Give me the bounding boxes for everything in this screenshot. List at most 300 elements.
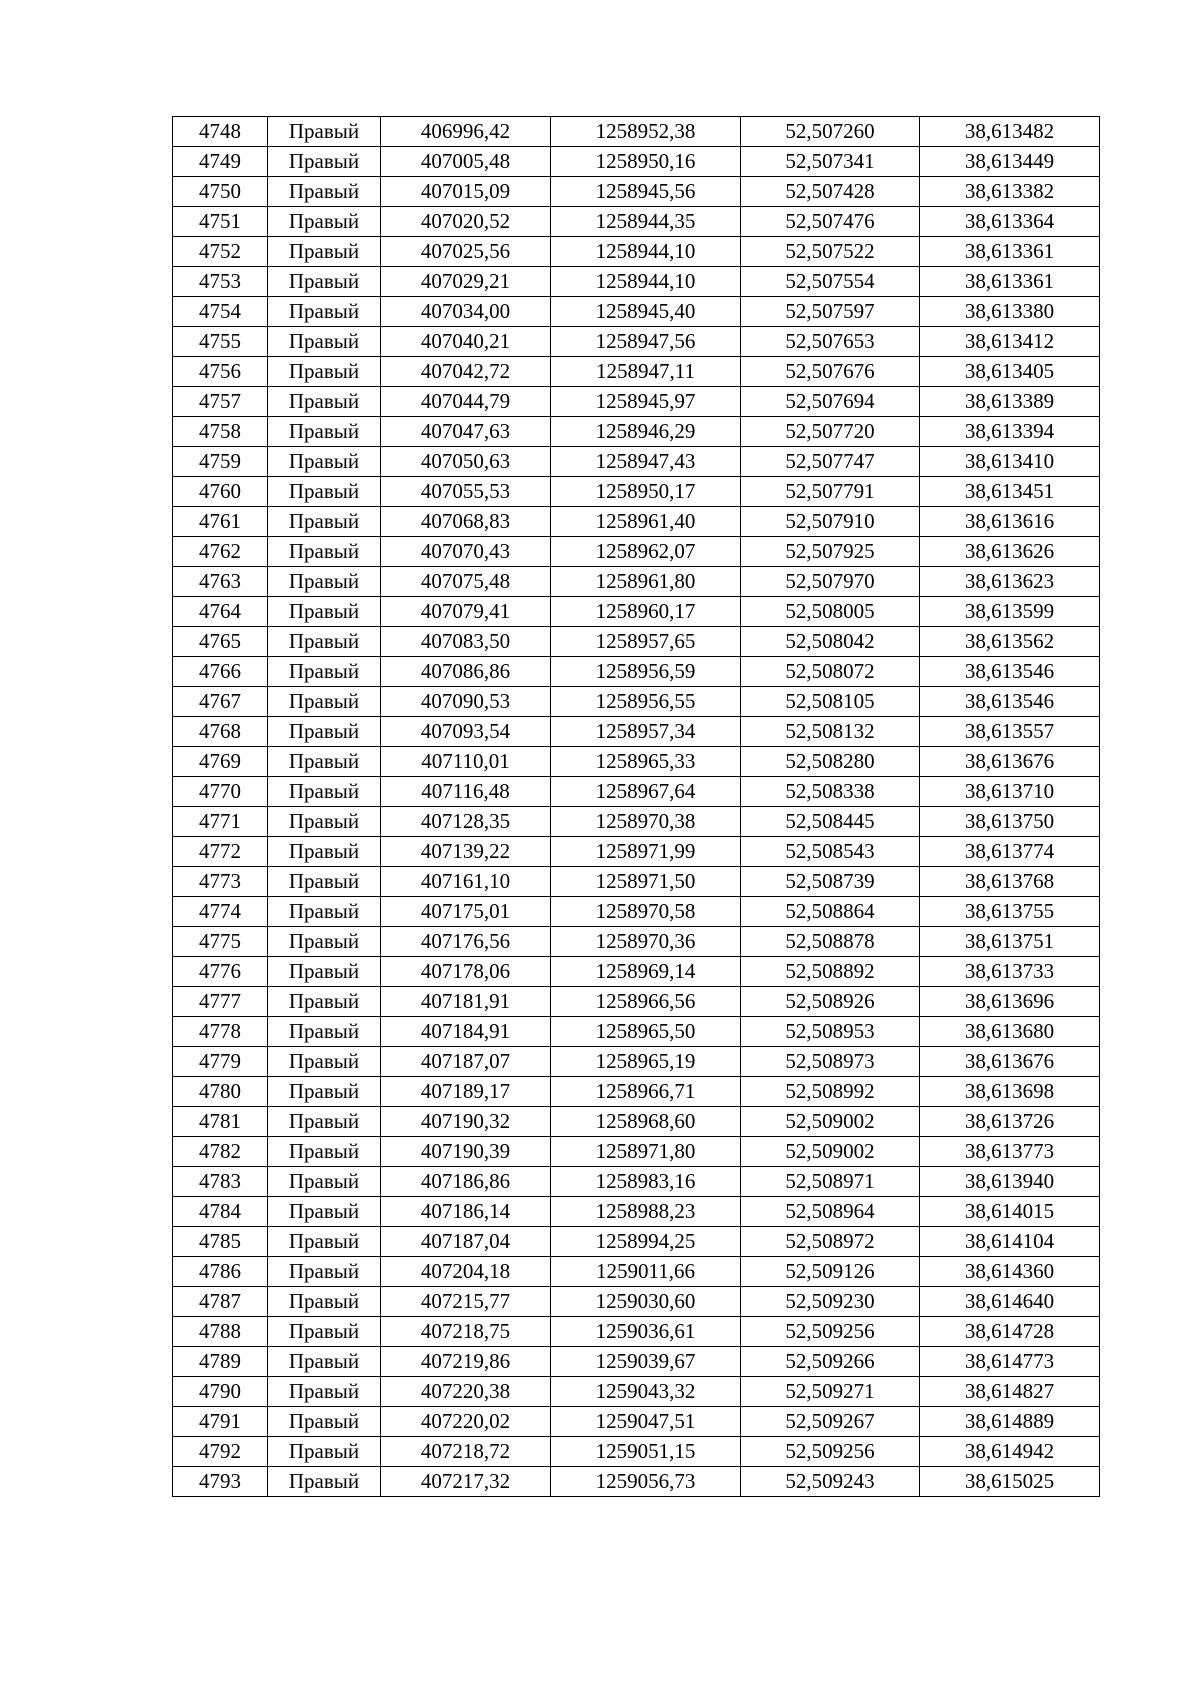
point-number-cell: 4777 — [173, 987, 268, 1017]
point-number-cell: 4751 — [173, 207, 268, 237]
longitude-cell: 38,613751 — [920, 927, 1100, 957]
longitude-cell: 38,613750 — [920, 807, 1100, 837]
side-cell: Правый — [268, 507, 381, 537]
coord-x-cell: 407086,86 — [381, 657, 551, 687]
side-cell: Правый — [268, 1377, 381, 1407]
latitude-cell: 52,508072 — [741, 657, 920, 687]
latitude-cell: 52,508992 — [741, 1077, 920, 1107]
table-row — [173, 1227, 1100, 1257]
longitude-cell: 38,614640 — [920, 1287, 1100, 1317]
latitude-cell: 52,508971 — [741, 1167, 920, 1197]
side-cell: Правый — [268, 267, 381, 297]
coord-y-cell: 1258947,43 — [551, 447, 741, 477]
coord-y-cell: 1258945,97 — [551, 387, 741, 417]
coord-x-cell: 407178,06 — [381, 957, 551, 987]
coord-y-cell: 1258983,16 — [551, 1167, 741, 1197]
table-row — [173, 1467, 1100, 1497]
coord-x-cell: 407079,41 — [381, 597, 551, 627]
point-number-cell: 4766 — [173, 657, 268, 687]
table-row — [173, 1287, 1100, 1317]
longitude-cell: 38,613482 — [920, 117, 1100, 147]
coord-y-cell: 1258957,65 — [551, 627, 741, 657]
coord-x-cell: 407083,50 — [381, 627, 551, 657]
coord-x-cell: 407020,52 — [381, 207, 551, 237]
coord-x-cell: 407034,00 — [381, 297, 551, 327]
coord-y-cell: 1258960,17 — [551, 597, 741, 627]
longitude-cell: 38,613733 — [920, 957, 1100, 987]
point-number-cell: 4784 — [173, 1197, 268, 1227]
table-row — [173, 477, 1100, 507]
latitude-cell: 52,509002 — [741, 1107, 920, 1137]
side-cell: Правый — [268, 927, 381, 957]
coord-y-cell: 1259047,51 — [551, 1407, 741, 1437]
table-row — [173, 567, 1100, 597]
coord-y-cell: 1258969,14 — [551, 957, 741, 987]
coord-y-cell: 1259056,73 — [551, 1467, 741, 1497]
latitude-cell: 52,507694 — [741, 387, 920, 417]
coord-x-cell: 407181,91 — [381, 987, 551, 1017]
point-number-cell: 4754 — [173, 297, 268, 327]
coord-x-cell: 407215,77 — [381, 1287, 551, 1317]
longitude-cell: 38,613557 — [920, 717, 1100, 747]
longitude-cell: 38,614942 — [920, 1437, 1100, 1467]
longitude-cell: 38,615025 — [920, 1467, 1100, 1497]
longitude-cell: 38,613726 — [920, 1107, 1100, 1137]
longitude-cell: 38,613546 — [920, 657, 1100, 687]
coord-x-cell: 407040,21 — [381, 327, 551, 357]
coord-x-cell: 407218,72 — [381, 1437, 551, 1467]
side-cell: Правый — [268, 1047, 381, 1077]
coord-x-cell: 407075,48 — [381, 567, 551, 597]
point-number-cell: 4752 — [173, 237, 268, 267]
coord-x-cell: 407005,48 — [381, 147, 551, 177]
coord-x-cell: 407189,17 — [381, 1077, 551, 1107]
table-row — [173, 1407, 1100, 1437]
latitude-cell: 52,509256 — [741, 1317, 920, 1347]
table-row — [173, 1257, 1100, 1287]
point-number-cell: 4761 — [173, 507, 268, 537]
point-number-cell: 4764 — [173, 597, 268, 627]
latitude-cell: 52,509267 — [741, 1407, 920, 1437]
point-number-cell: 4779 — [173, 1047, 268, 1077]
coord-x-cell: 407110,01 — [381, 747, 551, 777]
table-row — [173, 1137, 1100, 1167]
coord-y-cell: 1259030,60 — [551, 1287, 741, 1317]
coord-y-cell: 1258956,55 — [551, 687, 741, 717]
side-cell: Правый — [268, 1197, 381, 1227]
coord-x-cell: 407190,32 — [381, 1107, 551, 1137]
coord-x-cell: 407029,21 — [381, 267, 551, 297]
latitude-cell: 52,509230 — [741, 1287, 920, 1317]
longitude-cell: 38,613774 — [920, 837, 1100, 867]
table-row — [173, 597, 1100, 627]
coord-x-cell: 407175,01 — [381, 897, 551, 927]
side-cell: Правый — [268, 957, 381, 987]
side-cell: Правый — [268, 1467, 381, 1497]
side-cell: Правый — [268, 777, 381, 807]
latitude-cell: 52,508445 — [741, 807, 920, 837]
table-row — [173, 537, 1100, 567]
point-number-cell: 4782 — [173, 1137, 268, 1167]
point-number-cell: 4756 — [173, 357, 268, 387]
table-row — [173, 1317, 1100, 1347]
coord-y-cell: 1258961,80 — [551, 567, 741, 597]
side-cell: Правый — [268, 687, 381, 717]
coord-y-cell: 1259036,61 — [551, 1317, 741, 1347]
coord-y-cell: 1258952,38 — [551, 117, 741, 147]
point-number-cell: 4786 — [173, 1257, 268, 1287]
longitude-cell: 38,613676 — [920, 1047, 1100, 1077]
point-number-cell: 4776 — [173, 957, 268, 987]
side-cell: Правый — [268, 447, 381, 477]
table-body — [173, 117, 1100, 1497]
longitude-cell: 38,613562 — [920, 627, 1100, 657]
point-number-cell: 4760 — [173, 477, 268, 507]
latitude-cell: 52,507522 — [741, 237, 920, 267]
point-number-cell: 4785 — [173, 1227, 268, 1257]
longitude-cell: 38,613382 — [920, 177, 1100, 207]
coord-x-cell: 407186,86 — [381, 1167, 551, 1197]
latitude-cell: 52,508926 — [741, 987, 920, 1017]
latitude-cell: 52,508953 — [741, 1017, 920, 1047]
coord-y-cell: 1258962,07 — [551, 537, 741, 567]
longitude-cell: 38,613676 — [920, 747, 1100, 777]
coord-y-cell: 1258968,60 — [551, 1107, 741, 1137]
side-cell: Правый — [268, 417, 381, 447]
table-row — [173, 267, 1100, 297]
latitude-cell: 52,507597 — [741, 297, 920, 327]
point-number-cell: 4789 — [173, 1347, 268, 1377]
longitude-cell: 38,613616 — [920, 507, 1100, 537]
side-cell: Правый — [268, 537, 381, 567]
point-number-cell: 4748 — [173, 117, 268, 147]
table-row — [173, 387, 1100, 417]
point-number-cell: 4768 — [173, 717, 268, 747]
coord-y-cell: 1258944,10 — [551, 267, 741, 297]
coord-x-cell: 407187,07 — [381, 1047, 551, 1077]
side-cell: Правый — [268, 177, 381, 207]
side-cell: Правый — [268, 207, 381, 237]
point-number-cell: 4765 — [173, 627, 268, 657]
latitude-cell: 52,508972 — [741, 1227, 920, 1257]
table-row — [173, 657, 1100, 687]
coord-x-cell: 407116,48 — [381, 777, 551, 807]
latitude-cell: 52,507260 — [741, 117, 920, 147]
table-row — [173, 117, 1100, 147]
point-number-cell: 4793 — [173, 1467, 268, 1497]
coord-y-cell: 1258944,10 — [551, 237, 741, 267]
side-cell: Правый — [268, 597, 381, 627]
point-number-cell: 4767 — [173, 687, 268, 717]
table-row — [173, 747, 1100, 777]
table-row — [173, 1437, 1100, 1467]
side-cell: Правый — [268, 867, 381, 897]
side-cell: Правый — [268, 1317, 381, 1347]
side-cell: Правый — [268, 387, 381, 417]
side-cell: Правый — [268, 1257, 381, 1287]
table-row — [173, 297, 1100, 327]
side-cell: Правый — [268, 1107, 381, 1137]
coord-y-cell: 1258970,58 — [551, 897, 741, 927]
table-row — [173, 1017, 1100, 1047]
side-cell: Правый — [268, 627, 381, 657]
side-cell: Правый — [268, 327, 381, 357]
point-number-cell: 4788 — [173, 1317, 268, 1347]
side-cell: Правый — [268, 1407, 381, 1437]
coord-x-cell: 407070,43 — [381, 537, 551, 567]
coord-x-cell: 407055,53 — [381, 477, 551, 507]
coord-x-cell: 407217,32 — [381, 1467, 551, 1497]
latitude-cell: 52,507925 — [741, 537, 920, 567]
longitude-cell: 38,613696 — [920, 987, 1100, 1017]
side-cell: Правый — [268, 357, 381, 387]
point-number-cell: 4792 — [173, 1437, 268, 1467]
latitude-cell: 52,507791 — [741, 477, 920, 507]
coord-y-cell: 1259011,66 — [551, 1257, 741, 1287]
longitude-cell: 38,613389 — [920, 387, 1100, 417]
table-row — [173, 1167, 1100, 1197]
coord-y-cell: 1258945,40 — [551, 297, 741, 327]
point-number-cell: 4781 — [173, 1107, 268, 1137]
latitude-cell: 52,509126 — [741, 1257, 920, 1287]
coord-y-cell: 1258965,50 — [551, 1017, 741, 1047]
coord-x-cell: 407025,56 — [381, 237, 551, 267]
latitude-cell: 52,507341 — [741, 147, 920, 177]
coord-y-cell: 1258971,99 — [551, 837, 741, 867]
coord-y-cell: 1258988,23 — [551, 1197, 741, 1227]
side-cell: Правый — [268, 1227, 381, 1257]
point-number-cell: 4753 — [173, 267, 268, 297]
longitude-cell: 38,613410 — [920, 447, 1100, 477]
table-row — [173, 627, 1100, 657]
side-cell: Правый — [268, 147, 381, 177]
coord-x-cell: 407050,63 — [381, 447, 551, 477]
longitude-cell: 38,613710 — [920, 777, 1100, 807]
side-cell: Правый — [268, 477, 381, 507]
longitude-cell: 38,614773 — [920, 1347, 1100, 1377]
table-row — [173, 1197, 1100, 1227]
side-cell: Правый — [268, 987, 381, 1017]
side-cell: Правый — [268, 1077, 381, 1107]
coord-x-cell: 407184,91 — [381, 1017, 551, 1047]
longitude-cell: 38,613755 — [920, 897, 1100, 927]
latitude-cell: 52,508964 — [741, 1197, 920, 1227]
point-number-cell: 4759 — [173, 447, 268, 477]
longitude-cell: 38,613623 — [920, 567, 1100, 597]
coord-y-cell: 1258950,16 — [551, 147, 741, 177]
latitude-cell: 52,509271 — [741, 1377, 920, 1407]
latitude-cell: 52,509266 — [741, 1347, 920, 1377]
longitude-cell: 38,613412 — [920, 327, 1100, 357]
latitude-cell: 52,507676 — [741, 357, 920, 387]
longitude-cell: 38,613449 — [920, 147, 1100, 177]
table-row — [173, 957, 1100, 987]
coord-x-cell: 407044,79 — [381, 387, 551, 417]
side-cell: Правый — [268, 237, 381, 267]
coord-y-cell: 1258966,56 — [551, 987, 741, 1017]
longitude-cell: 38,613626 — [920, 537, 1100, 567]
coord-y-cell: 1258946,29 — [551, 417, 741, 447]
latitude-cell: 52,507720 — [741, 417, 920, 447]
longitude-cell: 38,613940 — [920, 1167, 1100, 1197]
side-cell: Правый — [268, 1347, 381, 1377]
point-number-cell: 4771 — [173, 807, 268, 837]
point-number-cell: 4770 — [173, 777, 268, 807]
table-row — [173, 897, 1100, 927]
longitude-cell: 38,614728 — [920, 1317, 1100, 1347]
coord-y-cell: 1258945,56 — [551, 177, 741, 207]
longitude-cell: 38,613773 — [920, 1137, 1100, 1167]
coord-y-cell: 1258970,36 — [551, 927, 741, 957]
longitude-cell: 38,613451 — [920, 477, 1100, 507]
point-number-cell: 4762 — [173, 537, 268, 567]
side-cell: Правый — [268, 897, 381, 927]
longitude-cell: 38,614015 — [920, 1197, 1100, 1227]
longitude-cell: 38,614889 — [920, 1407, 1100, 1437]
coord-x-cell: 407176,56 — [381, 927, 551, 957]
coord-y-cell: 1258965,33 — [551, 747, 741, 777]
latitude-cell: 52,507476 — [741, 207, 920, 237]
coord-x-cell: 407042,72 — [381, 357, 551, 387]
point-number-cell: 4780 — [173, 1077, 268, 1107]
coord-y-cell: 1258947,56 — [551, 327, 741, 357]
side-cell: Правый — [268, 1137, 381, 1167]
coord-y-cell: 1258947,11 — [551, 357, 741, 387]
point-number-cell: 4763 — [173, 567, 268, 597]
longitude-cell: 38,613546 — [920, 687, 1100, 717]
point-number-cell: 4750 — [173, 177, 268, 207]
latitude-cell: 52,508005 — [741, 597, 920, 627]
table-row — [173, 687, 1100, 717]
coord-x-cell: 407161,10 — [381, 867, 551, 897]
point-number-cell: 4775 — [173, 927, 268, 957]
coord-x-cell: 407219,86 — [381, 1347, 551, 1377]
coord-y-cell: 1259043,32 — [551, 1377, 741, 1407]
longitude-cell: 38,613364 — [920, 207, 1100, 237]
longitude-cell: 38,614104 — [920, 1227, 1100, 1257]
coord-y-cell: 1258994,25 — [551, 1227, 741, 1257]
table-row — [173, 147, 1100, 177]
table-row — [173, 177, 1100, 207]
longitude-cell: 38,614827 — [920, 1377, 1100, 1407]
coord-y-cell: 1258961,40 — [551, 507, 741, 537]
latitude-cell: 52,507970 — [741, 567, 920, 597]
point-number-cell: 4755 — [173, 327, 268, 357]
point-number-cell: 4791 — [173, 1407, 268, 1437]
table-row — [173, 357, 1100, 387]
point-number-cell: 4778 — [173, 1017, 268, 1047]
latitude-cell: 52,509243 — [741, 1467, 920, 1497]
side-cell: Правый — [268, 717, 381, 747]
longitude-cell: 38,613680 — [920, 1017, 1100, 1047]
coord-x-cell: 407090,53 — [381, 687, 551, 717]
point-number-cell: 4773 — [173, 867, 268, 897]
longitude-cell: 38,613599 — [920, 597, 1100, 627]
table-row — [173, 207, 1100, 237]
latitude-cell: 52,508864 — [741, 897, 920, 927]
latitude-cell: 52,508892 — [741, 957, 920, 987]
table-row — [173, 777, 1100, 807]
coord-x-cell: 407128,35 — [381, 807, 551, 837]
coord-x-cell: 407186,14 — [381, 1197, 551, 1227]
coord-x-cell: 407220,38 — [381, 1377, 551, 1407]
latitude-cell: 52,508739 — [741, 867, 920, 897]
table-row — [173, 987, 1100, 1017]
latitude-cell: 52,508042 — [741, 627, 920, 657]
table-row — [173, 867, 1100, 897]
side-cell: Правый — [268, 747, 381, 777]
point-number-cell: 4783 — [173, 1167, 268, 1197]
table-row — [173, 1047, 1100, 1077]
longitude-cell: 38,613405 — [920, 357, 1100, 387]
point-number-cell: 4790 — [173, 1377, 268, 1407]
point-number-cell: 4772 — [173, 837, 268, 867]
side-cell: Правый — [268, 807, 381, 837]
latitude-cell: 52,508280 — [741, 747, 920, 777]
latitude-cell: 52,507910 — [741, 507, 920, 537]
table-row — [173, 717, 1100, 747]
table-row — [173, 1077, 1100, 1107]
longitude-cell: 38,613698 — [920, 1077, 1100, 1107]
latitude-cell: 52,509256 — [741, 1437, 920, 1467]
coord-x-cell: 407220,02 — [381, 1407, 551, 1437]
side-cell: Правый — [268, 1437, 381, 1467]
longitude-cell: 38,613361 — [920, 267, 1100, 297]
latitude-cell: 52,508543 — [741, 837, 920, 867]
coord-y-cell: 1258967,64 — [551, 777, 741, 807]
coord-y-cell: 1258950,17 — [551, 477, 741, 507]
side-cell: Правый — [268, 117, 381, 147]
coord-y-cell: 1258971,50 — [551, 867, 741, 897]
coord-x-cell: 407093,54 — [381, 717, 551, 747]
coord-x-cell: 407015,09 — [381, 177, 551, 207]
longitude-cell: 38,613768 — [920, 867, 1100, 897]
table-row — [173, 327, 1100, 357]
coord-y-cell: 1259051,15 — [551, 1437, 741, 1467]
coord-x-cell: 407204,18 — [381, 1257, 551, 1287]
coord-y-cell: 1259039,67 — [551, 1347, 741, 1377]
coord-y-cell: 1258944,35 — [551, 207, 741, 237]
coord-x-cell: 406996,42 — [381, 117, 551, 147]
coord-x-cell: 407068,83 — [381, 507, 551, 537]
coord-x-cell: 407139,22 — [381, 837, 551, 867]
table-row — [173, 507, 1100, 537]
table-row — [173, 447, 1100, 477]
coord-y-cell: 1258970,38 — [551, 807, 741, 837]
table-row — [173, 927, 1100, 957]
side-cell: Правый — [268, 1017, 381, 1047]
longitude-cell: 38,614360 — [920, 1257, 1100, 1287]
side-cell: Правый — [268, 567, 381, 597]
latitude-cell: 52,507653 — [741, 327, 920, 357]
point-number-cell: 4769 — [173, 747, 268, 777]
latitude-cell: 52,508132 — [741, 717, 920, 747]
coord-y-cell: 1258965,19 — [551, 1047, 741, 1077]
table-row — [173, 837, 1100, 867]
table-row — [173, 237, 1100, 267]
coord-y-cell: 1258971,80 — [551, 1137, 741, 1167]
table-row — [173, 1377, 1100, 1407]
coord-x-cell: 407187,04 — [381, 1227, 551, 1257]
side-cell: Правый — [268, 1287, 381, 1317]
coord-y-cell: 1258957,34 — [551, 717, 741, 747]
latitude-cell: 52,507428 — [741, 177, 920, 207]
coord-x-cell: 407047,63 — [381, 417, 551, 447]
side-cell: Правый — [268, 1167, 381, 1197]
latitude-cell: 52,508105 — [741, 687, 920, 717]
coord-y-cell: 1258966,71 — [551, 1077, 741, 1107]
point-number-cell: 4749 — [173, 147, 268, 177]
